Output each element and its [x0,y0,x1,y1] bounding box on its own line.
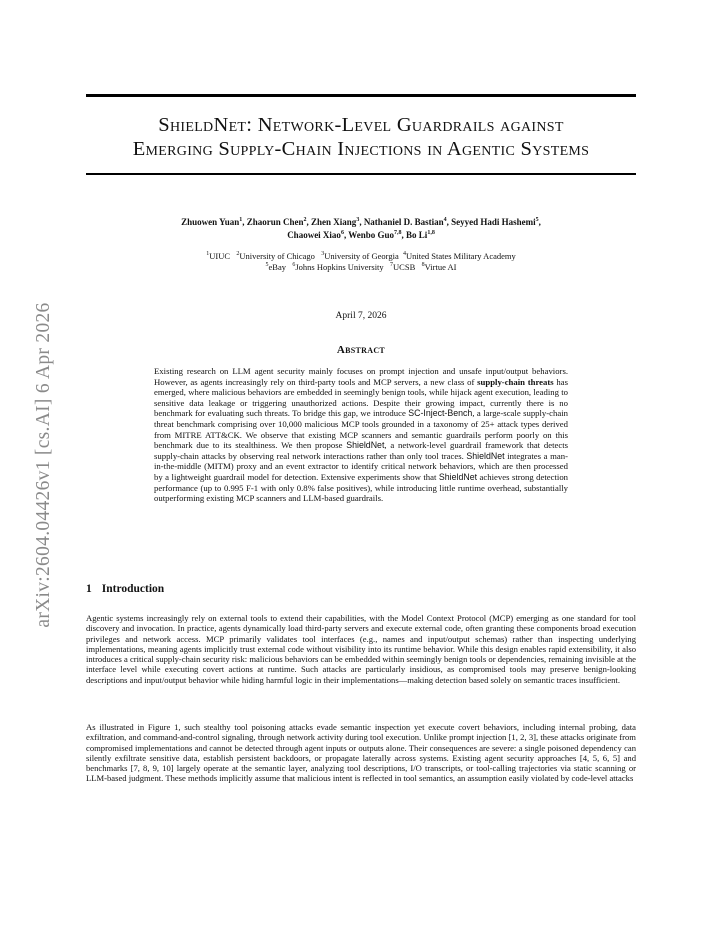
title-line-1: ShieldNet: Network-Level Guardrails against [158,114,564,136]
abstract-body: Existing research on LLM agent security mainly focuses on prompt injection and unsafe input/output behaviors. However, as agents increasingly rely on third-party tools and MCP servers, a new class of supply-chain threats has emerged, where malicious behaviors are embedded in seemingly benign tools, while hijack agent execution, leading to sensitive data leakage or triggering unauthorized actions. Despite their growing impact, currently there is no benchmark for evaluating such threats. To bridge this gap, we introduce SC-Inject-Bench, a large-scale supply-chain threat benchmark comprising over 10,000 malicious MCP tools grounded in a taxonomy of 25+ attack types derived from MITRE ATT&CK. We observe that existing MCP scanners and semantic guardrails perform poorly on this benchmark due to its stealthiness. We then propose ShieldNet, a network-level guardrail framework that detects supply-chain attacks by observing real network interactions rather than only tool traces. ShieldNet integrates a man-in-the-middle (MITM) proxy and an event extractor to identify critical network behaviors, which are then processed by a lightweight guardrail model for detection. Extensive experiments show that ShieldNet achieves strong detection performance (up to 0.995 F-1 with only 0.8% false positives), while introducing little runtime overhead, substantially outperforming existing MCP scanners and LLM-based guardrails. [154,366,569,504]
affiliation-list [86,251,636,273]
section-title: Introduction [101,583,165,595]
abstract-heading: Abstract [336,344,386,356]
author: Zhuowen Yuan$^1$ [181,217,243,227]
affiliation: $^7$UCSB [390,262,416,272]
affiliation: $^1$UIUC [206,251,230,261]
intro-paragraph-1: Agentic systems increasingly rely on external tools to extend their capabilities, with the Model Context Protocol (MCP) emerging as one standard for tool discovery and invocation. In practice, agents dynamically load third-party servers and execute external code, often granting these components broad execution privileges and network access. MCP primarily validates tool interfaces (e.g., names and input/output schemas) rather than inspecting underlying implementations, meaning agents implicitly trust external code without visibility into its runtime behavior. While this design enables rapid extensibility, it also introduces a critical supply-chain security risk: malicious behaviors can be embedded within seemingly benign tools or dependencies, remaining invisible at the interface level while executing covert actions at runtime. Such attacks are particularly insidious, as compromised tools may preserve benign-looking descriptions and input/output behavior while hiding harmful logic in their implementations—making detection based solely on semantic traces insufficient. [86,613,636,685]
system-name: ShieldNet [466,450,505,461]
author: Zhen Xiang$^3$ [311,217,360,227]
section-heading [86,583,164,595]
author-list: Zhuowen Yuan$^1$, Zhaorun Chen$^2$, Zhen Xiang$^3$, Nathaniel D. Bastian$^4$, Seyyed Hadi Hashemi$^5$, Chaowei Xiao$^6$, Wenbo Guo$^{7,8}$, Bo Li$^{1,8}$ [181,217,541,240]
publication-date: April 7, 2026 [335,311,387,321]
author: Nathaniel D. Bastian$^4$ [363,217,447,227]
author: Zhaorun Chen$^2$ [246,217,307,227]
affiliation: $^6$Johns Hopkins University [292,262,384,272]
affiliation: $^5$eBay [265,262,286,272]
affiliation: $^4$United States Military Academy [402,251,516,261]
title-top-rule [86,94,636,97]
intro-paragraph-2: As illustrated in Figure 1, such stealthy tool poisoning attacks evade semantic inspection yet execute covert behaviors, including internal probing, data exfiltration, and command-and-control signaling, through network activity during tool execution. Unlike prompt injection [1, 2, 3], these attacks originate from compromised implementations and cannot be detected through agent inputs or outputs alone. Their consequences are severe: a single poisoned dependency can silently exfiltrate sensitive data, establish persistent backdoors, or propagate laterally across systems. Existing agent security approaches [4, 5, 6, 5] and benchmarks [7, 8, 9, 10] largely operate at the semantic layer, analyzing tool descriptions, I/O transcripts, or tool-calling trajectories via static scanning or LLM-based judgment. These methods implicitly assume that malicious intent is reflected in tool semantics, an assumption easily violated by code-level attacks [86,722,636,784]
system-name: ShieldNet [438,471,478,482]
arxiv-stamp: arXiv:2604.04426v1 [cs.AI] 6 Apr 2026 [33,302,54,628]
author: Bo Li$^{1,8}$ [406,230,435,240]
title-bottom-rule [86,173,636,175]
author: Wenbo Guo$^{7,8}$ [348,230,402,240]
affiliation: $^3$University of Georgia [321,251,399,261]
section-number: 1 [86,583,92,595]
paper-title [86,113,636,161]
author: Chaowei Xiao$^6$ [287,230,344,240]
title-line-2: Emerging Supply-Chain Injections in Agentic Systems [132,138,590,160]
system-name: ShieldNet [346,440,385,451]
affiliation: $^8$Virtue AI [421,262,457,272]
benchmark-name: SC-Inject-Bench [408,408,473,419]
emphasis: supply-chain threats [477,376,554,387]
affiliation: $^2$University of Chicago [236,251,315,261]
author: Seyyed Hadi Hashemi$^5$ [451,217,539,227]
